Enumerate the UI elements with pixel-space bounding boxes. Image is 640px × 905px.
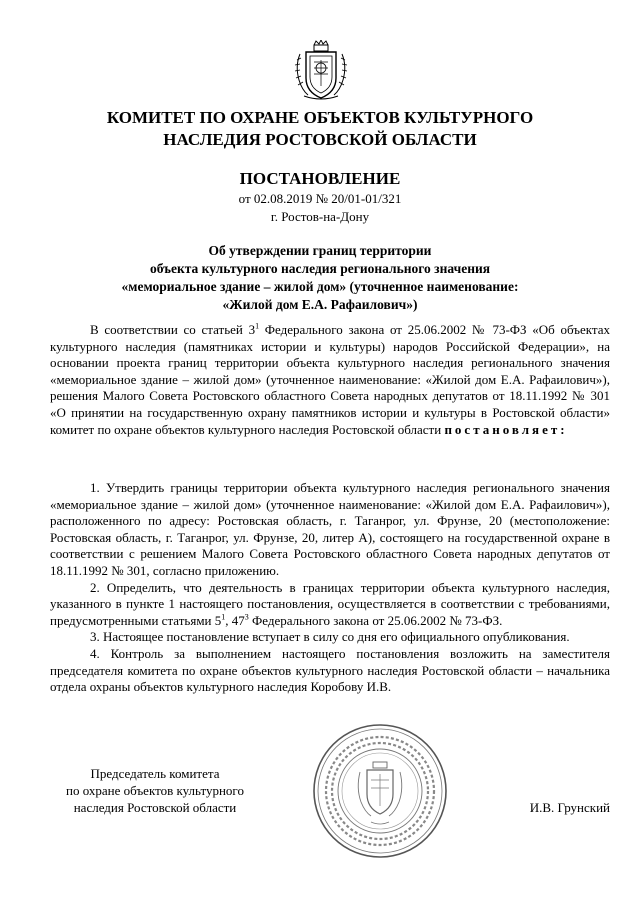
decree-item-2 [50,580,610,630]
item-2-text-a: 2. Определить, что деятельность в границах территории объекта культурного наследия, указанного в пункте 1 настоящего постановления, осуществляется в соответствии с требованиями, предусмотренными статьями 5 [50,579,610,628]
signatory-title [50,765,260,816]
document-city: г. Ростов-на-Дону [270,209,370,224]
organization-name [0,107,640,151]
subject-line-4: «Жилой дом Е.А. Рафаилович») [222,297,418,312]
document-type: ПОСТАНОВЛЕНИЕ [239,169,401,188]
signatory-title-line-3: наследия Ростовской области [73,800,237,815]
signatory-title-line-2: по охране объектов культурного [66,783,244,798]
subject-line-2: объекта культурного наследия регионального значения [149,261,491,276]
item-2-sup-1: 1 [221,612,226,622]
decree-item-1: 1. Утвердить границы территории объекта культурного наследия регионального значения «мемориальное здание – жилой дом» (уточненное наименование: «Жилой дом Е.А. Рафаилович»), расположенного по адресу: Ростовская область, г. Таганрог, ул. Фрунзе, 20 (местоположение: Ростовская область, г. Таганрог, ул. Фрунзе, 20, литер А), состоящего на государственной охране в соответствии с решением Малого Совета Ростовского областного Совета народных депутатов от 18.11.1992 № 301, согласно приложению. [50,480,610,578]
document-date-number: от 02.08.2019 № 20/01-01/321 [238,191,402,206]
org-line-2: НАСЛЕДИЯ РОСТОВСКОЙ ОБЛАСТИ [163,130,477,149]
signatory-name: И.В. Грунский [529,800,610,815]
item-2-text-b: , 47 [225,612,245,628]
decree-word: постановляет: [444,421,568,437]
item-2-text-c: Федерального закона от 25.06.2002 № 73-ФЗ. [248,612,503,628]
coat-of-arms-emblem [292,40,350,102]
subject-line-3: «мемориальное здание – жилой дом» (уточненное наименование: [121,279,519,294]
decree-item-4: 4. Контроль за выполнением настоящего постановления возложить на заместителя председателя комитета по охране объектов культурного наследия Ростовской области – начальника отдела охраны объектов культурного наследия Коробову И.В. [50,645,610,695]
item-2-sup-2: 3 [244,612,249,622]
subject-line-1: Об утверждении границ территории [208,243,432,258]
signatory-title-line-1: Председатель комитета [90,766,220,781]
document-subject [60,242,580,314]
decree-items [50,480,610,696]
document-meta [0,190,640,226]
org-line-1: КОМИТЕТ ПО ОХРАНЕ ОБЪЕКТОВ КУЛЬТУРНОГО [106,108,534,127]
decree-item-3: 3. Настоящее постановление вступает в силу со дня его официального опубликования. [90,629,570,645]
preamble-text-start: В соответствии со статьей 3 [90,322,256,337]
preamble-paragraph [50,322,610,438]
preamble-superscript: 1 [255,321,260,331]
preamble-text-body: Федерального закона от 25.06.2002 № 73-ФЗ «Об объектах культурного наследия (памятниках истории и культуры) народов Российской Федерации», на основании проекта границ территории объекта культурного наследия регионального значения «мемориальное здание – жилой дом» (уточненное наименование: «Жилой дом Е.А. Рафаилович»), решения Малого Совета Ростовского областного Совета народных депутатов от 18.11.1992 № 301 «О принятии на государственную охрану памятников истории и культуры в Ростовской области» комитет по охране объектов культурного наследия Ростовской области [50,322,610,437]
official-seal-stamp [311,722,449,860]
